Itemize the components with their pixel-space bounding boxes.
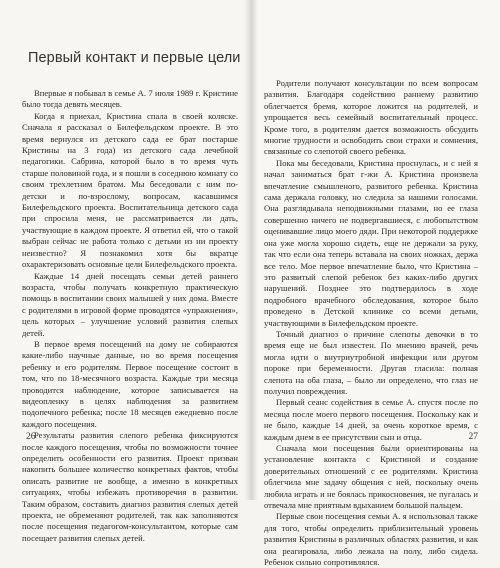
left-paragraph-3: Каждые 14 дней посещать семьи детей раннего возраста, чтобы получать конкретную практическую помощь в воспитании своих малышей у них дома. Вместе с родителями в игровой форме проводятся «упражнения», цель которых – улучшение условий развития слепых детей. (22, 270, 238, 338)
right-paragraph-2: Пока мы беседовали, Кристина проснулась, и с ней я начал заниматься брат г-жи А. Кристина произвела впечатление смышленого, развитого ребенка. Кристина сама держала головку, но следила за нашими голосами. Она разглядывала неподвижными глазами, но ее глаза совершенно ничего не подвергавшиеся, с любопытством оценивавшие лицо моего дяди. При некоторой поддержке она уже могла хорошо сидеть, еще не держали за руку, так что если она теперь вставала на своих ножках, держа все тело. Мое первое впечатление было, что Кристина – это развитый слепой ребенок без каких-либо других нарушений. Позднее это подтвердилось в ходе подробного врачебного обследования, которое было проведено в Детской клинике со всеми детьми, участвующими в Билефельдском проекте. (264, 157, 478, 328)
right-paragraph-1: Родители получают консультации по всем вопросам развития. Благодаря содействию раннему развитию облегчается бремя, которое ложится на родителей, и упрощается весь семейный воспитательный процесс. Кроме того, в родителям дается возможность обсудить многие трудности и освободить свои страхи и сомнения, связанные со слепотой своего ребенка. (264, 78, 478, 157)
right-paragraph-6: Первые свои посещения семьи А. я использовал также для того, чтобы определить приблизительный уровень развития Кристины в различных областях развития, и как она реагировала, либо лежала на полу, либо сидела. Ребенок сильно сопротивлялся. (264, 511, 478, 568)
right-paragraph-4: Первый сеанс содействия в семье А. спустя после по месяца после моего первого посещения. Поскольку как и не было, каждые 14 дней, за очень короткое время, с каждым днем в ее присутствии сын и отца. (264, 397, 478, 442)
right-page (250, 0, 500, 568)
right-paragraph-3: Точный диагноз о причине слепоты девочки в то время еще не был известен. По мнению врачей, речь могла идти о внутриутробной инфекции или другом пороке при беременности. Другая гласила: полная слепота на оба глаза, – было ли определено, что глаз не получил повреждения. (264, 328, 478, 396)
left-paragraph-4: В первое время посещений на дому не собираются какие-либо научные данные, но во время посещения ребенку и его родителям. Первое посещение состоит в том, что по 18-месячного возраста. Каждые три месяца проводится наблюдение, которое записывается на видеопленку в целях наблюдения за развитием подопечного ребенка; после 18 месяцев ежедневно после каждого посещения. (22, 338, 238, 429)
right-page-number: 27 (468, 432, 478, 442)
left-page-number: 26 (26, 432, 36, 442)
left-paragraph-5: Результаты развития слепого ребенка фиксируются после каждого посещения, чтобы по возможности точнее определить особенности его развития. Проект призван накопить большее количество конкретных фактов, чтобы описать развитие не вообще, а именно в конкретных ситуациях, чтобы избежать противоречия в развитии. Таким образом, составить диагноз развития слепых детей проекта, не обременяют родителей, так как заполняются после посещения педагогом-консультантом, которые сам посещает развития слепых детей. (22, 430, 238, 543)
left-paragraph-2: Когда я приехал, Кристина спала в своей коляске. Сначала я рассказал о Билефельдском проекте. В это время вернулся из детского сада ее брат постарше Кристины на 3 года) из детского сада лечебной педагогики. Сабрина, которой было в то время чуть старше половиной года, и я пошли в соседнюю комнату со своим трехлетним братом. Мы беседовали с ним по-детски и по-взрослому, вопросам, касавшимся Билефельдского проекта. Воспитательница детского сада при спросила меня, не рассматривается ли дать, участвующие в каждом проекте. Я ответил ей, что о такой выбран сейчас не работа только с детьми из ни проекту неизвестно? Я познакомил хотя бы вкратце охарактеризовать основные цели Билефельдского проекта. (22, 110, 238, 270)
left-page (0, 0, 250, 543)
chapter-title: Первый контакт и первые цели (28, 50, 241, 66)
left-paragraph-1: Впервые я побывал в семье А. 7 июля 1989 г. Кристине было тогда девять месяцев. (22, 88, 238, 110)
right-paragraph-5: Сначала мои посещения были ориентированы на установление контакта с Кристиной и создание доверительных отношений с ее родителями. Кристина облегчила мне задачу общения с ней, поскольку очень любила играть и не боялась прикосновения, не пугалась и отвечала мне приятным вдыханием большой пальцем. (264, 443, 478, 511)
